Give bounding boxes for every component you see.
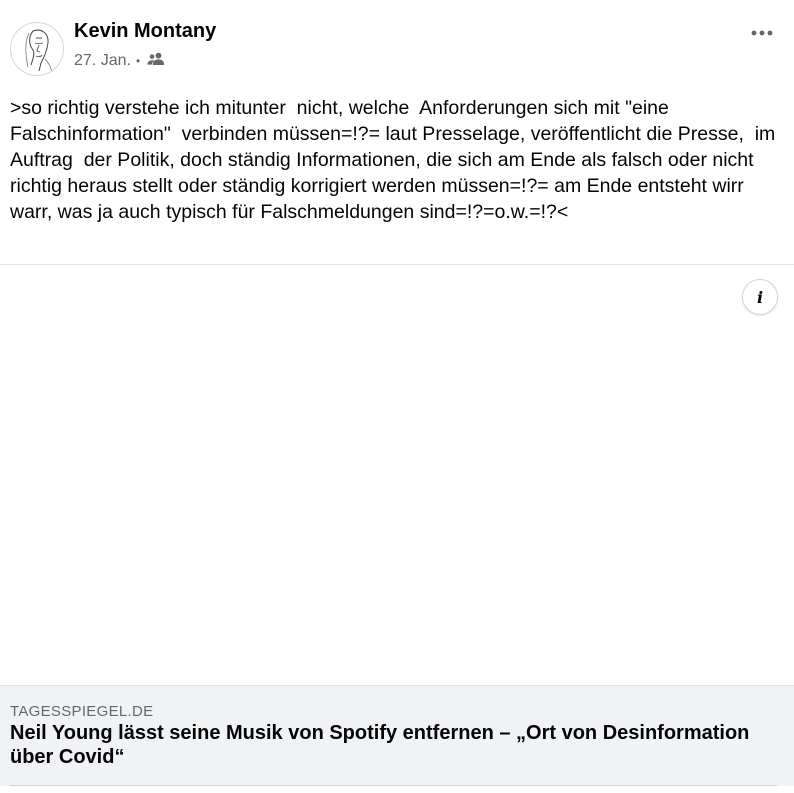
bottom-divider	[10, 785, 777, 786]
media-area[interactable]	[0, 265, 794, 685]
link-title[interactable]: Neil Young lässt seine Musik von Spotify entfernen – „Ort von Desinformation über Covid“	[10, 722, 750, 768]
post-header	[0, 0, 794, 90]
avatar-sketch-icon	[11, 23, 63, 75]
more-options-button[interactable]	[744, 20, 780, 46]
post-meta	[74, 51, 165, 71]
link-domain: TAGESSPIEGEL.DE	[10, 703, 154, 720]
friends-icon[interactable]	[147, 52, 165, 71]
link-preview-card[interactable]	[0, 685, 794, 786]
meta-separator: •	[135, 54, 141, 68]
more-options-icon	[751, 30, 773, 36]
info-button[interactable]: i	[742, 279, 778, 315]
avatar[interactable]	[10, 22, 64, 76]
author-name[interactable]: Kevin Montany	[74, 20, 217, 42]
post-text: >so richtig verstehe ich mitunter nicht, welche Anforderungen sich mit "eine Falschinformation" verbinden müssen=!?= laut Presselage, veröffentlicht die Presse, im Auftrag der Politik, doch ständig Informationen, die sich am Ende als falsch oder nicht richtig heraus stellt oder ständig korrigiert werden müssen=!?= am Ende entsteht wirr warr, was ja auch typisch für Falschmeldungen sind=!?=o.w.=!?<	[10, 97, 780, 223]
post-date[interactable]: 27. Jan.	[74, 52, 131, 69]
